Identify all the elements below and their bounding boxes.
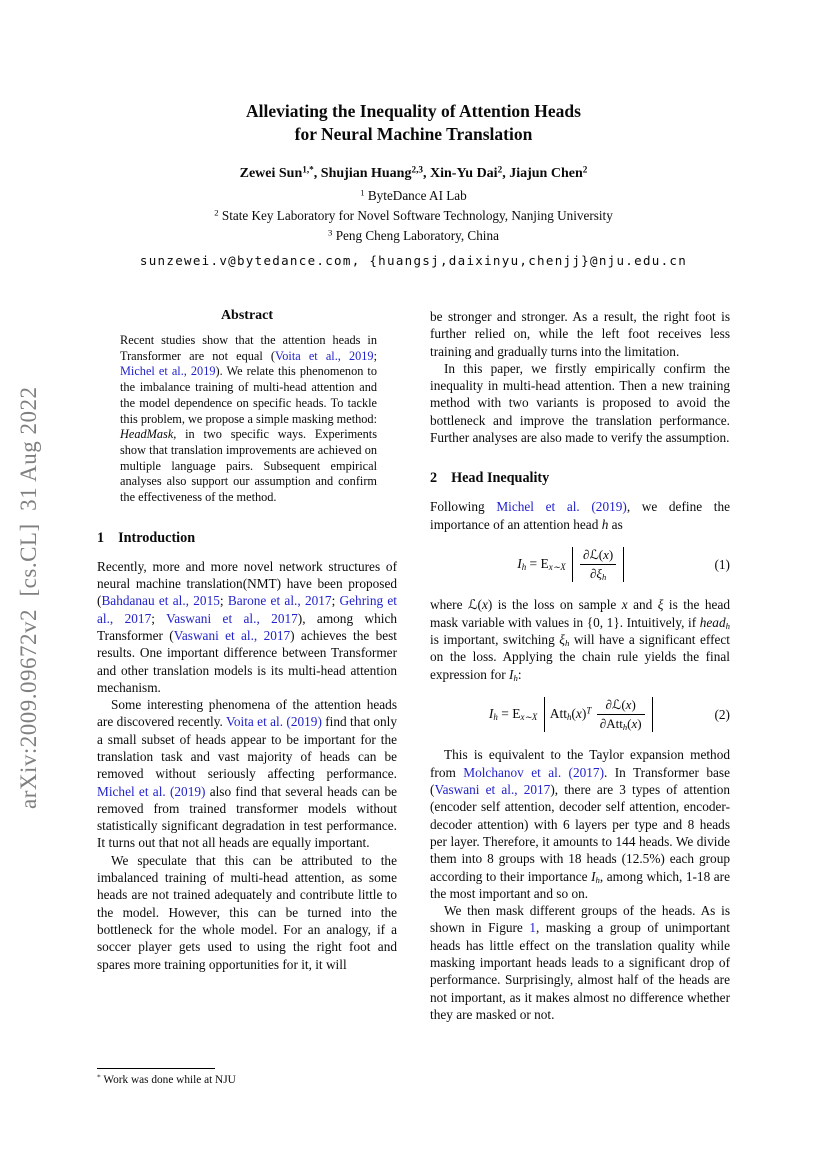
intro-overview-paragraph [430, 360, 730, 446]
two-column-body [97, 308, 730, 1090]
affiliation-3 [0, 226, 827, 246]
citation-link[interactable]: Vaswani et al., 2017 [173, 627, 291, 643]
equation-1-formula [430, 547, 714, 583]
text-segment: h [602, 572, 607, 583]
arxiv-watermark: arXiv:2009.09672v2 [cs.CL] 31 Aug 2022 [16, 386, 41, 809]
text-segment: In this paper, we firstly empirically confirm the inequality in multi-head attention. Then a new training method with two variants is proposed to avoid the bottleneck and improve the translation performance. Further analyses are also made to verify the assumption. [430, 360, 730, 446]
text-segment: E [512, 705, 521, 721]
text-segment: x∼X [548, 561, 566, 572]
fraction [597, 697, 645, 733]
mask-groups-paragraph [430, 902, 730, 1023]
text-segment: I [591, 868, 596, 884]
text-segment: ), among which Transformer ( [97, 610, 397, 643]
citation-link[interactable]: Michel et al. (2019) [97, 783, 206, 799]
text-segment: We then mask different groups of the heads. As is shown in Figure [430, 903, 730, 936]
text-segment: HeadMask [120, 427, 174, 442]
text-segment: also find that several heads can be removed from trained transformer models without statistically significant degradation in test performance. It turns out that not all heads are equally important. [97, 783, 397, 851]
text-segment: x [625, 696, 632, 712]
head-importance-paragraph [430, 498, 730, 533]
citation-link[interactable]: Michel et al., 2019 [120, 364, 216, 379]
citation-link[interactable]: Vaswani et al., 2017 [166, 610, 298, 626]
affiliation-1 [0, 186, 827, 206]
text-segment: Following [430, 499, 497, 515]
text-segment: Xin-Yu Dai [430, 166, 498, 181]
text-segment: ) achieves the best results. One important difference between Transformer and other translation models is its multi-head attention mechanism. [97, 627, 397, 695]
text-segment: , [423, 166, 431, 181]
text-segment: ∂ℒ( [605, 696, 626, 712]
citation-link[interactable]: Bahdanau et al., 2015 [101, 593, 220, 609]
text-segment: h [513, 672, 518, 683]
text-segment: is the loss on sample [492, 597, 622, 613]
paper-title [0, 100, 827, 146]
mask-variable-paragraph [430, 596, 730, 682]
paper-header [0, 0, 827, 268]
footnote-rule [97, 1068, 215, 1069]
section-2-heading [430, 470, 730, 487]
text-segment: x∼X [520, 711, 538, 722]
text-segment: Shujian Huang [320, 166, 412, 181]
text-segment: ). We relate this phenomenon to the imbalance training of multi-head attention and the model dependence on specific heads. To tackle this problem, we propose a simple masking method: [120, 364, 377, 426]
text-segment: as [608, 516, 623, 532]
text-segment: h [601, 516, 609, 532]
absolute-value-bars [544, 697, 653, 733]
section-1-number: 1 [97, 529, 105, 546]
text-segment: ∂ℒ( [583, 546, 604, 562]
footnote [97, 1068, 397, 1090]
footnote-text [97, 1074, 397, 1086]
text-segment: ByteDance AI Lab [364, 188, 467, 203]
equation-2-formula [430, 697, 714, 733]
intro-paragraph-1 [97, 558, 397, 696]
text-segment: head [699, 614, 726, 630]
text-segment: is important, switching [430, 632, 560, 648]
text-segment: 3 [328, 227, 333, 238]
text-segment: be stronger and stronger. As a result, the right foot is further relied on, while the left foot receives less training and gradually turns into the limitation. [430, 309, 730, 359]
text-segment: ) [637, 716, 642, 732]
text-segment: Peng Cheng Laboratory, China [332, 228, 499, 243]
intro-continuation-paragraph [430, 308, 730, 360]
text-segment: 2 [582, 164, 588, 175]
text-segment: I [509, 666, 514, 682]
text-segment: 1 [360, 187, 365, 198]
intro-paragraph-3 [97, 852, 397, 973]
text-segment: Att [549, 705, 567, 721]
text-segment: ), there are 3 types of attention (encoder self attention, decoder self attention, encoder-decoder attention) with 6 layers per type and 8 heads per layer. Therefore, it amounts to 144 heads. We divide them into 8 groups with 18 heads (12.5%) each group according to their importance [430, 782, 730, 884]
text-segment: where [430, 597, 468, 613]
text-segment: , we define the importance of an attention head [430, 499, 731, 532]
section-1-heading [97, 530, 397, 547]
text-segment: ℒ( [467, 597, 482, 613]
text-segment [566, 556, 569, 571]
text-segment: 1,* [302, 164, 314, 175]
text-segment: Work was done while at NJU [100, 1074, 236, 1086]
section-1-title: Introduction [118, 529, 196, 546]
text-segment: is the head mask variable with values in {0, 1}. Intuitively, if [430, 597, 731, 630]
text-segment: We speculate that this can be attributed to the imbalanced training of multi-head attention, as some heads are not trained adequately and contribute little to the model. However, this can be turned into the bottleneck for the whole model. For an analogy, if a soccer player gets used to using the right foot and spares more training opportunities for it, it will [97, 852, 397, 972]
text-segment: , among which, 1-18 are the most important and so on. [430, 868, 730, 901]
text-segment: x [621, 597, 628, 613]
text-segment: x [631, 716, 638, 732]
authors-line [0, 166, 827, 182]
text-segment: ; [151, 610, 167, 626]
text-segment [591, 706, 594, 721]
text-segment [537, 706, 540, 721]
title-line-2: for Neural Machine Translation [294, 124, 533, 144]
text-segment: x [575, 705, 582, 721]
text-segment: 2 [497, 164, 503, 175]
abstract-heading: Abstract [220, 308, 274, 323]
affiliation-2 [0, 206, 827, 226]
text-segment: I [517, 555, 522, 571]
text-segment: 2 [214, 207, 219, 218]
citation-link[interactable]: Voita et al. (2019) [225, 714, 322, 730]
taylor-expansion-paragraph [430, 746, 730, 902]
equation-1 [430, 547, 730, 583]
text-segment: E [540, 555, 549, 571]
text-segment: Some interesting phenomena of the attention heads are discovered recently. [97, 697, 397, 730]
fraction [580, 547, 616, 583]
text-segment: This is equivalent to the Taylor expansion method from [430, 747, 730, 780]
text-segment: Recently, more and more novel network structures of neural machine translation(NMT) have been proposed ( [97, 558, 397, 609]
left-column [97, 308, 397, 1090]
abstract-text [120, 333, 377, 506]
text-segment: State Key Laboratory for Novel Software Technology, Nanjing University [218, 208, 613, 223]
text-segment: Recent studies show that the attention heads in Transformer are not equal ( [120, 333, 377, 363]
text-segment: ) [487, 597, 493, 613]
text-segment: I [488, 705, 494, 721]
text-segment: ∂ [589, 566, 597, 582]
text-segment: ξ [559, 632, 565, 648]
absolute-value-bars [572, 547, 624, 583]
text-segment: = [526, 555, 541, 571]
equation-1-number: (1) [714, 556, 730, 572]
text-segment: h [521, 561, 527, 572]
text-segment: ; [219, 593, 228, 609]
text-segment: = [497, 705, 513, 721]
equation-2-number: (2) [714, 706, 730, 722]
text-segment: ( [627, 716, 632, 732]
equation-2 [430, 697, 730, 733]
citation-link[interactable]: Michel et al. (2019) [496, 499, 627, 515]
text-segment: will have a significant effect on the loss. Applying the chain rule yields the final expression for [430, 632, 730, 682]
text-segment: : [517, 666, 522, 682]
text-segment: * [97, 1072, 101, 1082]
text-segment: ξ [596, 566, 602, 582]
text-segment: ( [571, 705, 576, 721]
text-segment: h [493, 711, 498, 722]
citation-link[interactable]: Vaswani et al., 2017 [434, 782, 551, 798]
text-segment: ) [631, 696, 636, 712]
text-segment: ) [608, 546, 614, 562]
citation-link[interactable]: 1 [529, 920, 536, 936]
text-segment: h [595, 874, 600, 885]
text-segment: Jiajun Chen [509, 166, 583, 181]
text-segment: , masking a group of unimportant heads has little effect on the translation quality while masking important heads leads to a significant drop of performance. Surprisingly, almost half of the heads are not important, as it makes almost no difference whether they are masked or not. [430, 920, 730, 1022]
section-2-number: 2 [430, 470, 438, 487]
text-segment: x [603, 546, 609, 562]
citation-link[interactable]: Gehring et al., 2017 [97, 593, 397, 626]
text-segment: ; [331, 593, 340, 609]
text-segment: h [622, 722, 628, 733]
section-2-title: Head Inequality [451, 470, 550, 487]
text-segment: h [725, 620, 730, 631]
right-column [430, 308, 730, 1090]
citation-link[interactable]: Voita et al., 2019 [274, 348, 374, 363]
text-segment: x [481, 597, 488, 613]
text-segment: , [502, 166, 510, 181]
text-segment: ) [581, 705, 587, 721]
text-segment: . In Transformer base ( [430, 764, 731, 798]
text-segment: find that only a small subset of heads appear to be important for the translation task and vast majority of heads can be removed without seriously affecting performance. [97, 714, 397, 782]
text-segment: , in two specific ways. Experiments show that translation improvements are achieved on multiple language pairs. Subsequent empirical analyses also support our assumption and confirm the effectiveness of the method. [120, 427, 377, 505]
affiliations [0, 186, 827, 246]
text-segment: ; [373, 348, 377, 363]
author-emails: sunzewei.v@bytedance.com, {huangsj,daixinyu,chenjj}@nju.edu.cn [139, 253, 688, 268]
text-segment: and [627, 597, 658, 613]
text-segment: , [313, 166, 321, 181]
text-segment: h [566, 711, 572, 722]
title-line-1: Alleviating the Inequality of Attention Heads [246, 101, 581, 121]
citation-link[interactable]: Molchanov et al. (2017) [463, 764, 605, 780]
text-segment: ∂Att [599, 716, 623, 732]
text-segment: h [564, 637, 570, 648]
intro-paragraph-2 [97, 696, 397, 852]
text-segment: T [586, 705, 592, 716]
text-segment: Zewei Sun [239, 166, 303, 181]
citation-link[interactable]: Barone et al., 2017 [227, 593, 332, 609]
text-segment: 2,3 [411, 164, 424, 175]
text-segment: ξ [657, 597, 664, 613]
